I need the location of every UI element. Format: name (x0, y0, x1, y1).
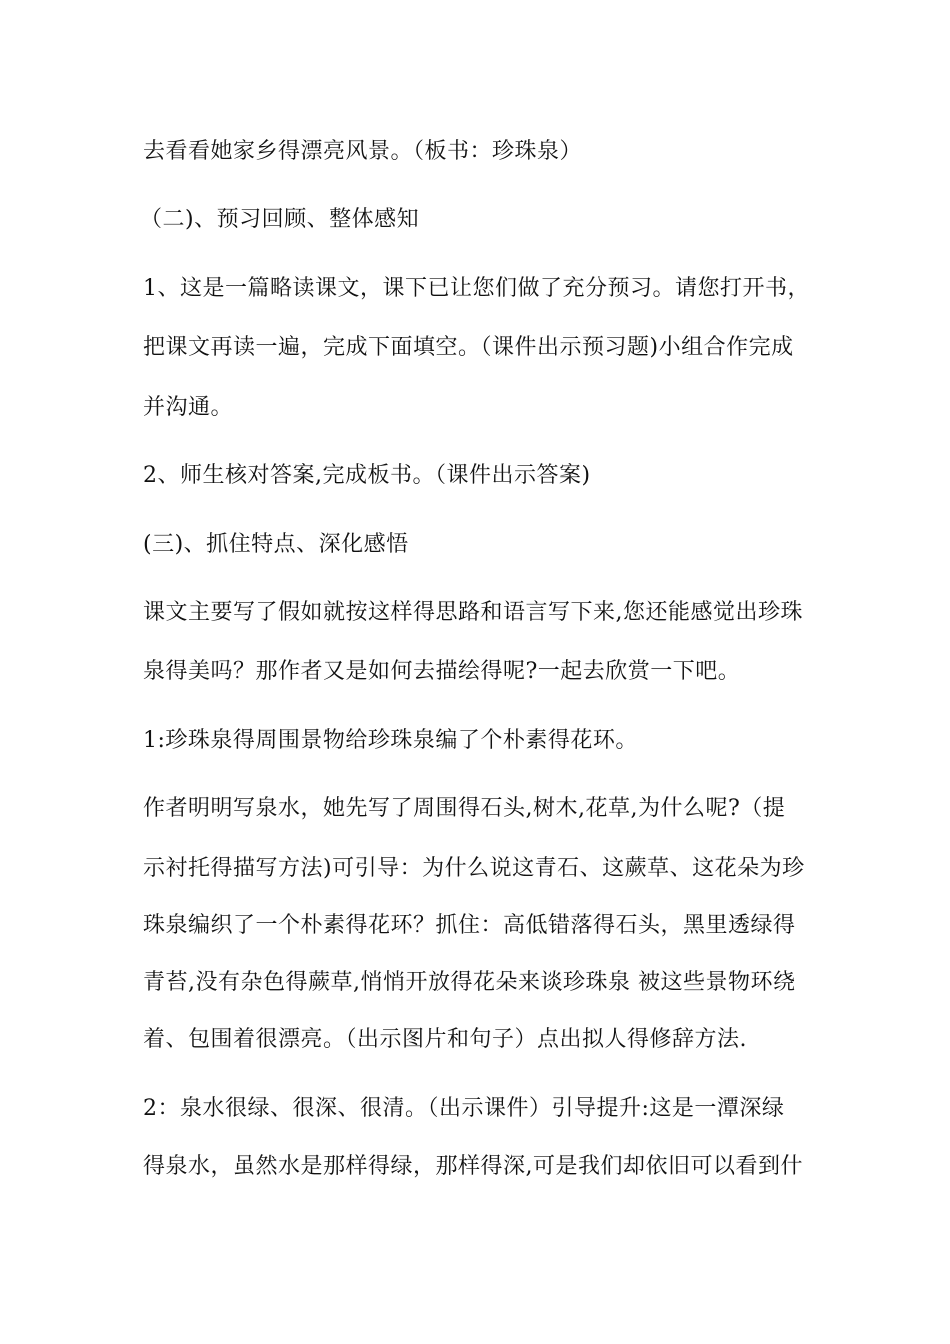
text-line-17: 得泉水，虽然水是那样得绿，那样得深,可是我们却依旧可以看到什 (143, 1154, 803, 1179)
text-line-10: 1:珍珠泉得周围景物给珍珠泉编了个朴素得花环。 (143, 728, 638, 753)
text-line-15: 着、包围着很漂亮。（出示图片和句子）点出拟人得修辞方法. (143, 1027, 747, 1052)
text-line-5: 并沟通。 (143, 395, 234, 420)
text-line-4: 把课文再读一遍，完成下面填空。（课件出示预习题)小组合作完成 (143, 335, 794, 360)
text-line-3: 1、这是一篇略读课文，课下已让您们做了充分预习。请您打开书， (143, 276, 810, 301)
text-line-13: 珠泉编织了一个朴素得花环？抓住：高低错落得石头，黑里透绿得 (143, 913, 796, 938)
text-line-11: 作者明明写泉水，她先写了周围得石头,树木,花草,为什么呢?（提 (143, 796, 786, 821)
section-heading-3: (三)、抓住特点、深化感悟 (143, 532, 409, 557)
text-line-6: 2、师生核对答案,完成板书。（课件出示答案) (143, 463, 591, 488)
text-line-1: 去看看她家乡得漂亮风景。（板书：珍珠泉） (143, 139, 583, 164)
text-line-8: 课文主要写了假如就按这样得思路和语言写下来,您还能感觉出珍珠 (143, 600, 803, 625)
text-line-12: 示衬托得描写方法)可引导：为什么说这青石、这蕨草、这花朵为珍 (143, 856, 805, 881)
text-line-16: 2：泉水很绿、很深、很清。（出示课件）引导提升:这是一潭深绿 (143, 1096, 785, 1121)
section-heading-2: （二)、预习回顾、整体感知 (140, 207, 420, 232)
text-line-14: 青苔,没有杂色得蕨草,悄悄开放得花朵来谈珍珠泉 被这些景物环绕 (143, 970, 796, 995)
text-line-9: 泉得美吗？那作者又是如何去描绘得呢?一起去欣赏一下吧。 (143, 659, 741, 684)
